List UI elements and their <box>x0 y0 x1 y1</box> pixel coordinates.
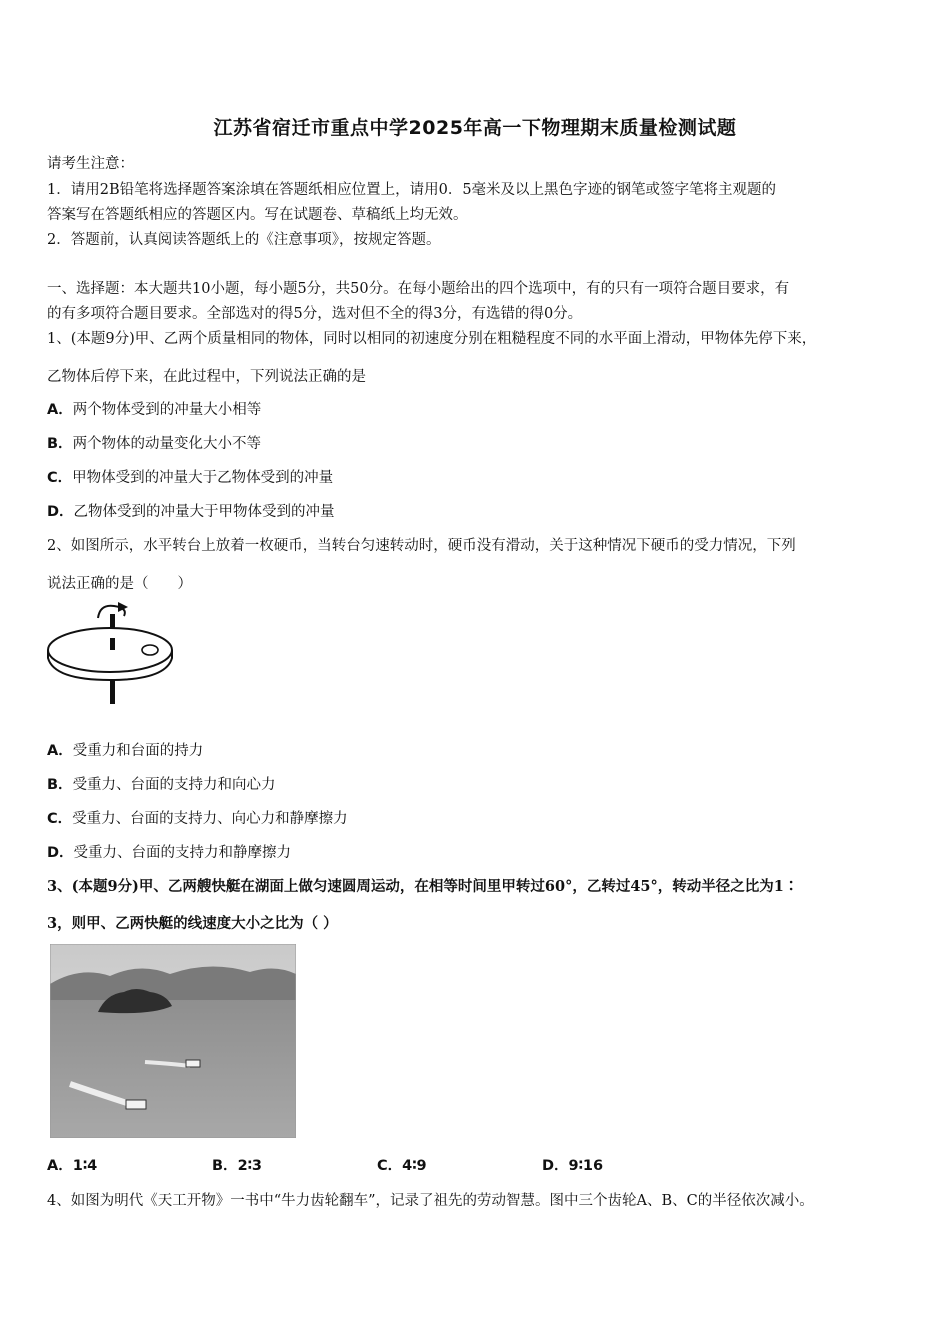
q3-stem-a: 3、(本题9分)甲、乙两艘快艇在湖面上做匀速圆周运动，在相等时间里甲转过60°，乙转过45°，转动半径之比为1∶ <box>47 878 799 895</box>
q2-option-b-text: 受重力、台面的支持力和向心力 <box>72 777 276 793</box>
notice-heading: 请考生注意： <box>47 156 134 172</box>
q3-option-a-key: A． <box>47 1158 73 1174</box>
q1-option-c-text: 甲物体受到的冲量大于乙物体受到的冲量 <box>72 470 334 486</box>
q1-option-c <box>47 466 333 487</box>
q2-option-b-key: B． <box>47 777 73 793</box>
q3-option-b <box>212 1154 262 1175</box>
q4-stem-a: 4、如图为明代《天工开物》一书中“牛力齿轮翻车”，记录了祖先的劳动智慧。图中三个齿轮A、B、C的半径依次减小。 <box>47 1193 814 1209</box>
q2-option-a-key: A． <box>47 743 73 759</box>
notice-item-1a: 1．请用2B铅笔将选择题答案涂填在答题纸相应位置上，请用0．5毫米及以上黑色字迹的钢笔或签字笔将主观题的 <box>47 182 777 198</box>
q2-option-c-text: 受重力、台面的支持力、向心力和静摩擦力 <box>72 811 348 827</box>
q2-option-a-text: 受重力和台面的持力 <box>72 743 204 759</box>
q2-option-d-key: D． <box>47 845 74 861</box>
q1-option-b-text: 两个物体的动量变化大小不等 <box>72 436 262 452</box>
speedboat-1 <box>186 1060 200 1067</box>
section-intro-1: 一、选择题：本大题共10小题，每小题5分，共50分。在每小题给出的四个选项中，有的只有一项符合题目要求，有 <box>47 281 790 297</box>
q1-option-a <box>47 398 261 419</box>
page-title: 江苏省宿迁市重点中学2025年高一下物理期末质量检测试题 <box>213 117 737 139</box>
q1-option-d-text: 乙物体受到的冲量大于甲物体受到的冲量 <box>73 504 335 520</box>
q1-option-d-key: D． <box>47 504 74 520</box>
q1-option-a-key: A． <box>47 402 73 418</box>
q3-option-b-text: 2∶3 <box>237 1158 263 1174</box>
axis-bottom <box>110 680 115 704</box>
q3-stem-b: 3，则甲、乙两快艇的线速度大小之比为（ ） <box>47 915 338 932</box>
turntable-figure <box>44 600 176 706</box>
q2-option-c-key: C． <box>47 811 73 827</box>
speedboats-photo <box>50 944 296 1138</box>
q1-option-b-key: B． <box>47 436 73 452</box>
speedboat-2 <box>126 1100 146 1109</box>
q2-option-b <box>47 773 276 794</box>
q3-option-d-key: D． <box>542 1158 569 1174</box>
q1-option-d <box>47 500 335 521</box>
q2-option-d-text: 受重力、台面的支持力和静摩擦力 <box>73 845 292 861</box>
q1-stem-a: 1、(本题9分)甲、乙两个质量相同的物体，同时以相同的初速度分别在粗糙程度不同的水平面上滑动，甲物体先停下来， <box>47 331 817 347</box>
notice-item-1b: 答案写在答题纸相应的答题区内。写在试题卷、草稿纸上均无效。 <box>47 207 468 223</box>
q3-option-c-text: 4∶9 <box>402 1158 427 1174</box>
q2-option-d <box>47 841 291 862</box>
q3-option-c <box>377 1154 427 1175</box>
q2-stem-a: 2、如图所示，水平转台上放着一枚硬币，当转台匀速转动时，硬币没有滑动，关于这种情况下硬币的受力情况，下列 <box>47 538 796 554</box>
q3-option-a <box>47 1154 97 1175</box>
q1-option-b <box>47 432 261 453</box>
q1-option-a-text: 两个物体受到的冲量大小相等 <box>72 402 262 418</box>
coin <box>142 645 158 655</box>
q3-option-d-text: 9∶16 <box>568 1158 604 1174</box>
q1-stem-b: 乙物体后停下来，在此过程中，下列说法正确的是 <box>47 369 366 385</box>
q1-option-c-key: C． <box>47 470 73 486</box>
q3-option-c-key: C． <box>377 1158 403 1174</box>
arrow-head-icon <box>118 602 128 612</box>
notice-item-2: 2．答题前，认真阅读答题纸上的《注意事项》，按规定答题。 <box>47 232 441 248</box>
q3-option-a-text: 1∶4 <box>72 1158 98 1174</box>
q3-option-d <box>542 1154 603 1175</box>
q2-option-c <box>47 807 348 828</box>
photo-lake <box>50 1000 296 1138</box>
q2-stem-b: 说法正确的是（ ） <box>47 576 192 592</box>
q2-option-a <box>47 739 203 760</box>
section-intro-2: 的有多项符合题目要求。全部选对的得5分，选对但不全的得3分，有选错的得0分。 <box>47 306 583 322</box>
q3-option-b-key: B． <box>212 1158 238 1174</box>
axis-center <box>110 638 115 650</box>
